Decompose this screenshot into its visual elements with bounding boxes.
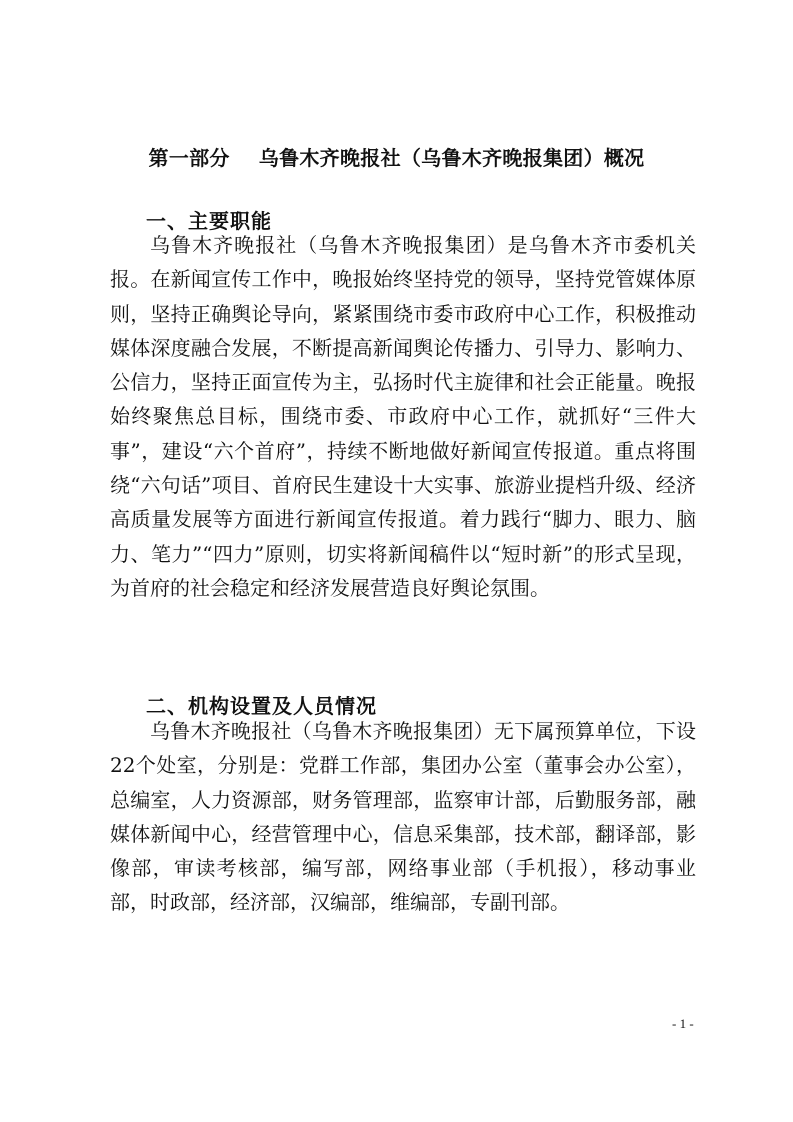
page-number: - 1 - (672, 1016, 694, 1031)
page-title: 第一部分 乌鲁木齐晚报社（乌鲁木齐晚报集团）概况 (148, 146, 645, 170)
section-heading-organization: 二、机构设置及人员情况 (146, 694, 377, 718)
section-heading-functions: 一、主要职能 (146, 209, 272, 233)
section-paragraph-functions: 乌鲁木齐晚报社（乌鲁木齐晚报集团）是乌鲁木齐市委机关报。在新闻宣传工作中，晚报始终坚持党的领导，坚持党管媒体原则，坚持正确舆论导向，紧紧围绕市委市政府中心工作，积极推动媒体深度融合发展，不断提高新闻舆论传播力、引导力、影响力、公信力，坚持正面宣传为主，弘扬时代主旋律和社会正能量。晚报始终聚焦总目标，围绕市委、市政府中心工作，就抓好“三件大事”，建设“六个首府”，持续不断地做好新闻宣传报道。重点将围绕“六句话”项目、首府民生建设十大实事、旅游业提档升级、经济高质量发展等方面进行新闻宣传报道。着力践行“脚力、眼力、脑力、笔力”“四力”原则，切实将新闻稿件以“短时新”的形式呈现，为首府的社会稳定和经济发展营造良好舆论氛围。 (110, 233, 696, 600)
section-paragraph-organization: 乌鲁木齐晚报社（乌鲁木齐晚报集团）无下属预算单位，下设22个处室，分别是：党群工作部，集团办公室（董事会办公室），总编室，人力资源部，财务管理部，监察审计部，后勤服务部，融媒体新闻中心，经营管理中心，信息采集部，技术部，翻译部，影像部，审读考核部，编写部，网络事业部（手机报），移动事业部，时政部，经济部，汉编部，维编部，专副刊部。 (110, 719, 696, 915)
